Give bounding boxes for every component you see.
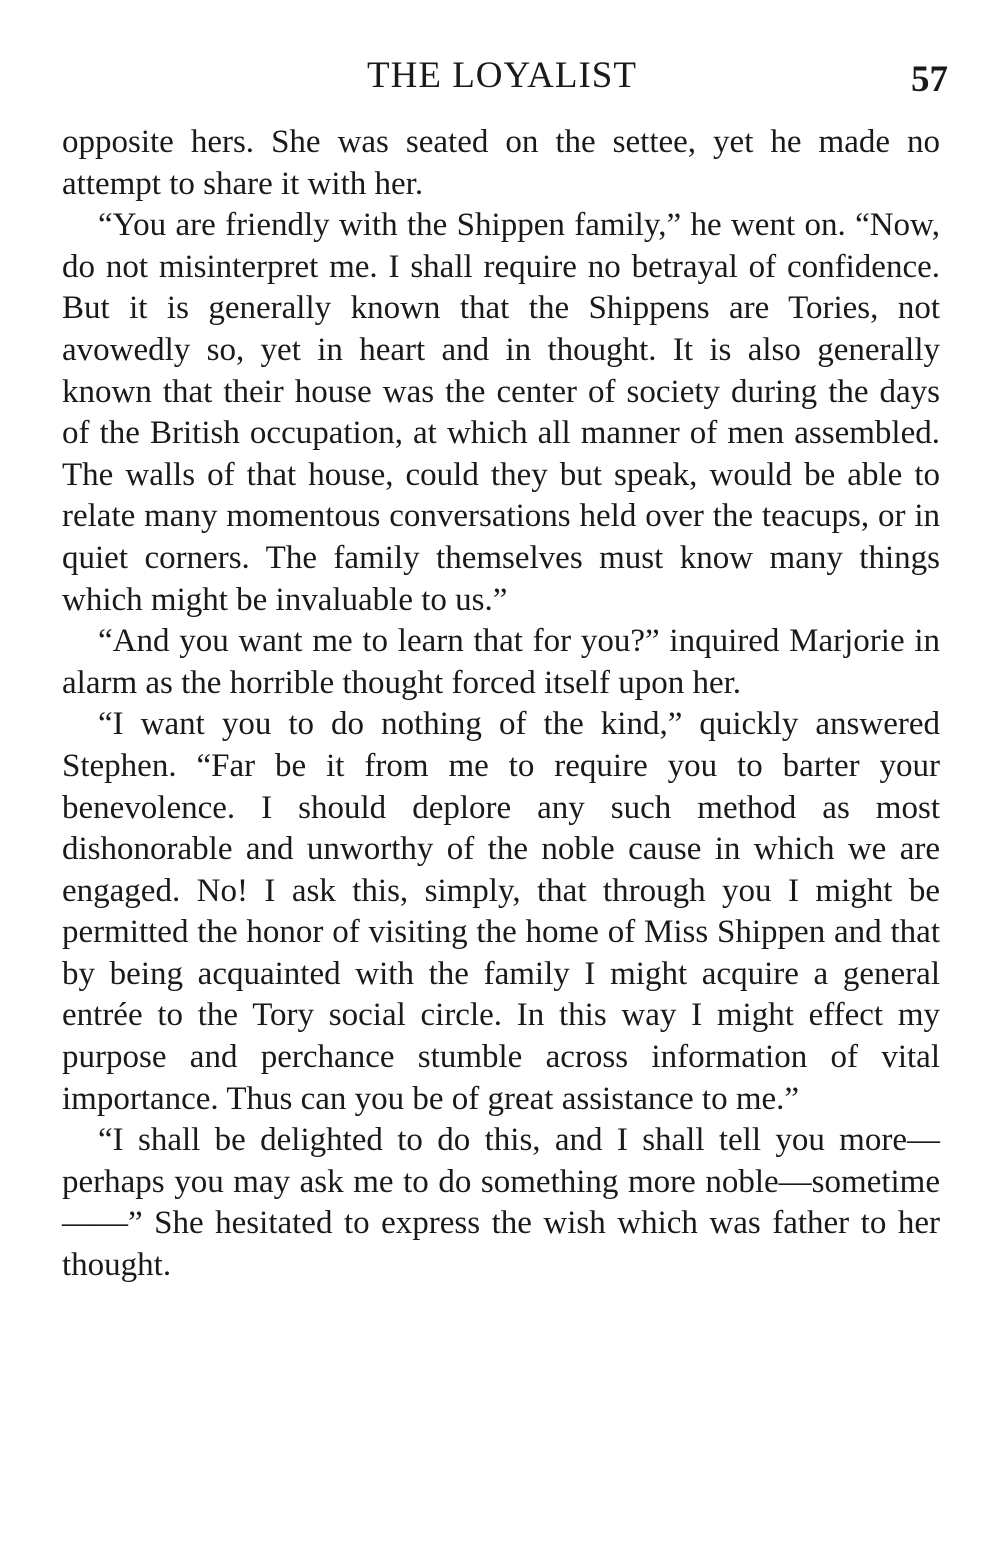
paragraph: “You are friendly with the Shippen family,” he went on. “Now, do not misinterpret me. I shall require no betrayal of confidence. But it is generally known that the Shippens are Tories, not avowedly so, yet in heart and in thought. It is also generally known that their house was the center of society during the days of the British occupation, at which all manner of men assembled. The walls of that house, could they but speak, would be able to relate many momentous conversations held over the teacups, or in quiet corners. The family themselves must know many things which might be invaluable to us.”: [62, 207, 940, 618]
paragraph: “I want you to do nothing of the kind,” quickly answered Stephen. “Far be it from me to require you to barter your benevolence. I should deplore any such method as most dishonorable and unworthy of the noble cause in which we are engaged. No! I ask this, simply, that through you I might be permitted the honor of visiting the home of Miss Shippen and that by being acquainted with the family I might acquire a general entrée to the Tory social circle. In this way I might effect my purpose and perchance stumble across information of vital importance. Thus can you be of great assistance to me.”: [62, 706, 940, 1117]
paragraph-continuation: opposite hers. She was seated on the settee, yet he made no attempt to share it with her.: [62, 124, 940, 202]
paragraph: “I shall be delighted to do this, and I shall tell you more—perhaps you may ask me to do something more noble—sometime——” She hesitated to express the wish which was father to her thought.: [62, 1122, 940, 1284]
paragraph: “And you want me to learn that for you?” inquired Marjorie in alarm as the horrible thought forced itself upon her.: [62, 623, 940, 701]
running-title: THE LOYALIST: [367, 55, 637, 96]
body-text: [62, 122, 940, 1287]
page-header: [62, 52, 948, 100]
page-number: 57: [911, 59, 948, 100]
